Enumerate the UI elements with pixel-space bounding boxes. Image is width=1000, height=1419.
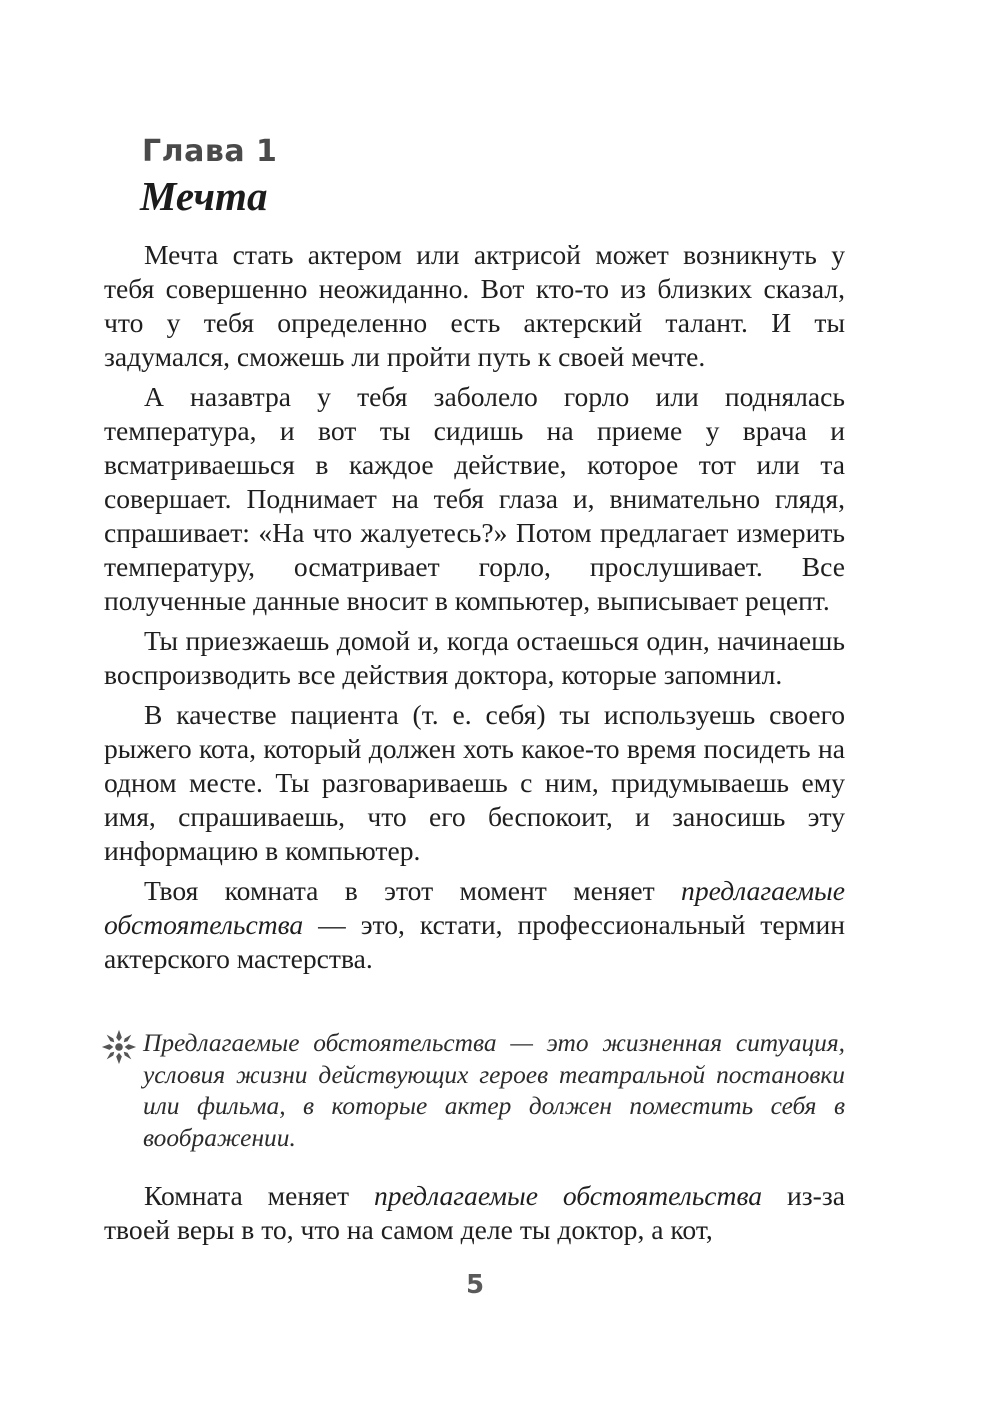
chapter-title: Мечта — [140, 173, 268, 219]
chapter-label: Глава 1 — [142, 134, 278, 169]
paragraph: В качестве пациента (т. е. себя) ты используешь своего рыжего кота, который должен хоть какое-то время посидеть на одном месте. Ты разговариваешь с ним, придумываешь ему имя, спрашиваешь, что его беспокоит, и заносишь эту информацию в компьютер. — [104, 699, 845, 866]
paragraph-bottom-emphasis: предлагаемые обстоятельства — [374, 1180, 763, 1211]
paragraph-room-after: — это, кстати, профессиональный термин актерского мастерства. — [104, 909, 845, 974]
paragraph-bottom-after: из-за твоей веры в то, что на самом деле ты доктор, а кот, — [104, 1180, 845, 1245]
definition-callout — [100, 1028, 845, 1154]
paragraph-room-emphasis: предлагаемые обстоятельства — [104, 875, 845, 940]
body-text-top — [104, 238, 845, 982]
paragraph: Мечта стать актером или актрисой может возникнуть у тебя совершенно неожиданно. Вот кто-то из близких сказал, что у тебя определенно есть актерский талант. И ты задумался, сможешь ли пройти путь к своей мечте. — [104, 239, 845, 372]
paragraph: А назавтра у тебя заболело горло или поднялась температура, и вот ты сидишь на приеме у врача и всматриваешься в каждое действие, которое тот или та совершает. Поднимает на тебя глаза и, внимательно глядя, спрашивает: «На что жалуетесь?» Потом предлагает измерить температуру, осматривает горло, прослушивает. Все полученные данные вносит в компьютер, выписывает рецепт. — [104, 381, 845, 616]
paragraph-room — [104, 874, 845, 976]
body-text-bottom — [104, 1179, 845, 1253]
paragraph: Ты приезжаешь домой и, когда остаешься один, начинаешь воспроизводить все действия доктора, которые запомнил. — [104, 625, 845, 690]
page-number: 5 — [465, 1270, 485, 1300]
paragraph-bottom-before: Комната меняет — [144, 1180, 374, 1211]
callout-text: Предлагаемые обстоятельства — это жизненная ситуация, условия жизни действующих героев театральной постановки или фильма, в которые актер должен поместить себя в воображении. — [143, 1029, 845, 1152]
snowflake-ornament-icon — [100, 1028, 138, 1066]
paragraph-bottom — [104, 1179, 845, 1247]
paragraph-room-before: Твоя комната в этот момент меняет — [144, 875, 682, 906]
